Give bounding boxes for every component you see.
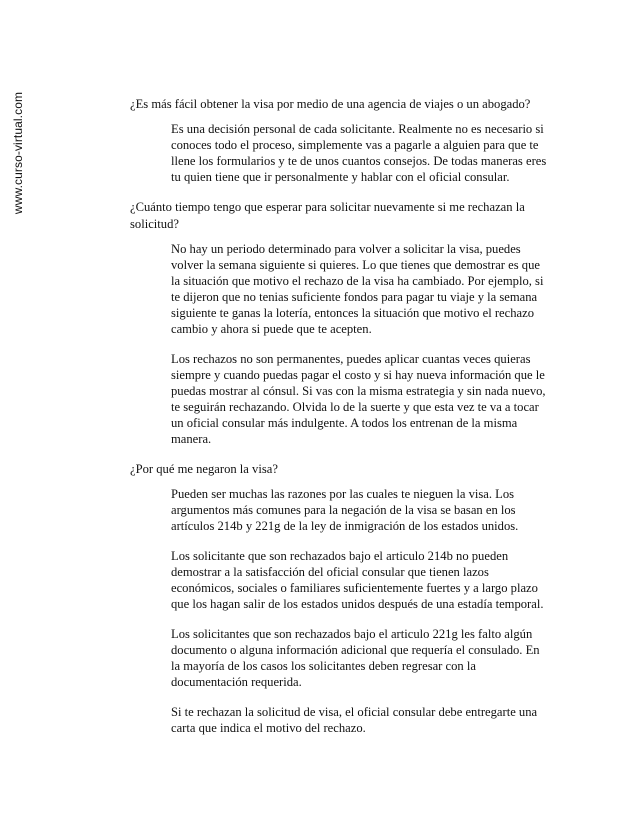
answer-paragraph: Los solicitante que son rechazados bajo el articulo 214b no pueden demostrar a la satisfacción del oficial consular que tienen lazos económicos, sociales o familiares suficientemente fuertes y a largo plazo que los hagan salir de los estados unidos después de una estadía temporal.: [171, 549, 544, 611]
document-body: [130, 96, 550, 754]
answer-paragraph: Pueden ser muchas las razones por las cuales te nieguen la visa. Los argumentos más comunes para la negación de la visa se basan en los artículos 214b y 221g de la ley de inmigración de los estados unidos.: [171, 487, 519, 533]
faq-answer: [171, 121, 551, 185]
faq-answer: [171, 486, 551, 736]
side-watermark: [8, 38, 28, 268]
answer-paragraph: Los solicitantes que son rechazados bajo el articulo 221g les falto algún documento o alguna información adicional que requería el consulado. En la mayoría de los casos los solicitantes deben regresar con la documentación requerida.: [171, 627, 540, 689]
faq-section-wait-time: [130, 199, 550, 447]
answer-paragraph: Los rechazos no son permanentes, puedes aplicar cuantas veces quieras siempre y cuando puedas pagar el costo y si hay nueva información que le puedas mostrar al cónsul. Si vas con la misma estrategia y sin nada nuevo, te seguirán rechazando. Olvida lo de la suerte y que esta vez te va a tocar un oficial consular más indulgente. A todos los entrenan de la misma manera.: [171, 352, 546, 446]
faq-answer: [171, 241, 551, 447]
answer-paragraph: Si te rechazan la solicitud de visa, el oficial consular debe entregarte una carta que indica el motivo del rechazo.: [171, 705, 538, 735]
faq-section-denial-reasons: [130, 461, 550, 736]
answer-paragraph: No hay un periodo determinado para volver a solicitar la visa, puedes volver la semana siguiente si quieres. Lo que tienes que demostrar es que la situación que motivo el rechazo de la visa ha cambiado. Por ejemplo, si te dijeron que no tenias suficiente fondos para pagar tu viaje y la semana siguiente te ganas la lotería, entonces la situación que motivo el rechazo cambio y ahora si puede que te acepten.: [171, 242, 544, 336]
faq-section-agency: [130, 96, 550, 185]
answer-paragraph: Es una decisión personal de cada solicitante. Realmente no es necesario si conoces todo el proceso, simplemente vas a pagarle a alguien para que te llene los formularios y te de unos cuantos consejos. De todas maneras eres tu quien tiene que ir personalmente y hablar con el oficial consular.: [171, 122, 547, 184]
faq-question: ¿Cuánto tiempo tengo que esperar para solicitar nuevamente si me rechazan la solicitud?: [130, 200, 525, 231]
watermark-text: www.curso-virtual.com: [11, 91, 25, 215]
faq-question: ¿Por qué me negaron la visa?: [130, 462, 278, 476]
faq-question: ¿Es más fácil obtener la visa por medio de una agencia de viajes o un abogado?: [130, 97, 531, 111]
